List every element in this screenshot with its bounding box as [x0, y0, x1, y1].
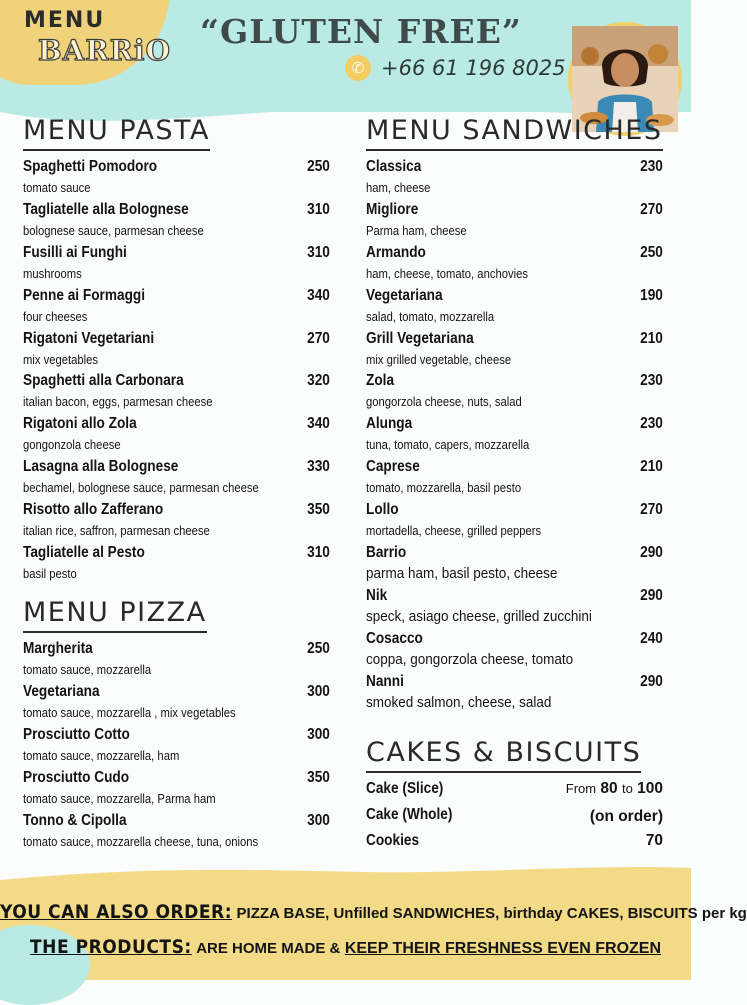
item-price: 250	[307, 158, 330, 175]
item-price: 300	[307, 725, 330, 743]
menu-item	[366, 372, 663, 415]
menu-item	[23, 544, 330, 587]
item-name: Prosciutto Cotto	[23, 725, 130, 743]
item-name: Migliore	[366, 200, 419, 218]
item-price: 290	[640, 544, 663, 562]
item-name: Tonno & Cipolla	[23, 811, 127, 829]
menu-item	[366, 415, 663, 458]
item-description: parma ham, basil pesto, cheese	[366, 565, 558, 583]
item-price: 340	[307, 286, 330, 304]
item-description: smoked salmon, cheese, salad	[366, 693, 552, 711]
item-price: 350	[307, 768, 330, 786]
item-name: Cake (Whole)	[366, 806, 453, 823]
item-description: mix vegetables	[23, 352, 99, 367]
item-name: Fusilli ai Funghi	[23, 243, 127, 261]
item-description: mushrooms	[23, 266, 82, 281]
item-description: tomato sauce, mozzarella, ham	[23, 748, 180, 763]
item-description: Parma ham, cheese	[366, 223, 467, 238]
cakes-section-title: CAKES & BISCUITS	[366, 737, 641, 773]
item-price: 290	[640, 672, 663, 690]
menu-item	[366, 780, 663, 806]
cakes-list	[366, 780, 663, 858]
menu-item	[23, 372, 330, 415]
item-name: Grill Vegetariana	[366, 329, 474, 347]
item-name: Alunga	[366, 415, 413, 433]
menu-item	[23, 501, 330, 544]
pasta-list	[23, 158, 330, 587]
item-description: tomato sauce	[23, 181, 91, 195]
item-price: 250	[307, 640, 330, 657]
item-name: Cosacco	[366, 629, 423, 647]
item-description: tomato, mozzarella, basil pesto	[366, 481, 522, 496]
menu-item	[366, 458, 663, 501]
item-description: italian rice, saffron, parmesan cheese	[23, 524, 210, 539]
item-price: (on order)	[589, 808, 663, 825]
item-price: 230	[640, 415, 663, 433]
phone-icon: ✆	[345, 55, 371, 81]
menu-item	[366, 330, 663, 373]
menu-item	[366, 587, 663, 630]
menu-item	[23, 158, 330, 201]
item-price: 230	[640, 158, 663, 175]
menu-item	[23, 726, 330, 769]
item-price: From 80 to 100	[565, 780, 663, 797]
order-text: PIZZA BASE, Unfilled SANDWICHES, birthday CAKES, BISCUITS per kg	[236, 905, 747, 922]
item-price: 70	[645, 832, 663, 849]
menu-item	[366, 201, 663, 244]
phone-number[interactable]: +66 61 196 8025	[381, 56, 566, 80]
menu-item	[366, 806, 663, 832]
item-description: tomato sauce, mozzarella	[23, 663, 152, 677]
menu-item	[23, 683, 330, 726]
item-description: basil pesto	[23, 567, 77, 582]
item-description: salad, tomato, mozzarella	[366, 309, 495, 324]
menu-item	[23, 640, 330, 683]
menu-item	[366, 244, 663, 287]
menu-item	[366, 544, 663, 587]
item-name: Tagliatelle al Pesto	[23, 544, 145, 562]
item-description: gongorzola cheese, nuts, salad	[366, 395, 522, 410]
item-price: 240	[640, 629, 663, 647]
menu-item	[23, 769, 330, 812]
logo-menu-text: MENU	[24, 8, 106, 33]
sandwiches-list	[366, 158, 663, 716]
item-price: 210	[640, 329, 663, 347]
pizza-section-title: MENU PIZZA	[23, 597, 207, 633]
item-name: Armando	[366, 243, 426, 261]
item-name: Rigatoni Vegetariani	[23, 329, 155, 347]
logo-barrio-text: BARRiO	[38, 34, 171, 67]
item-price: 350	[307, 501, 330, 519]
item-name: Vegetariana	[23, 682, 100, 700]
item-description: mortadella, cheese, grilled peppers	[366, 524, 542, 539]
item-name: Spaghetti alla Carbonara	[23, 372, 184, 390]
item-name: Risotto allo Zafferano	[23, 501, 164, 519]
item-name: Penne ai Formaggi	[23, 286, 146, 304]
item-name: Nik	[366, 586, 388, 604]
products-note	[0, 936, 691, 958]
menu-item	[23, 287, 330, 330]
order-note	[0, 901, 747, 923]
menu-item	[23, 458, 330, 501]
item-name: Tagliatelle alla Bolognese	[23, 200, 189, 218]
item-name: Lollo	[366, 501, 399, 519]
item-price: 330	[307, 458, 330, 476]
products-highlight: KEEP THEIR FRESHNESS EVEN FROZEN	[344, 940, 662, 957]
item-description: coppa, gongorzola cheese, tomato	[366, 650, 574, 668]
menu-item	[366, 287, 663, 330]
item-price: 210	[640, 458, 663, 476]
item-name: Lasagna alla Bolognese	[23, 458, 179, 476]
item-price: 310	[307, 200, 330, 218]
item-description: bechamel, bolognese sauce, parmesan cheese	[23, 481, 259, 496]
item-description: four cheeses	[23, 309, 88, 324]
item-price: 230	[640, 372, 663, 390]
item-price: 320	[307, 372, 330, 390]
item-description: speck, asiago cheese, grilled zucchini	[366, 607, 592, 625]
products-label: THE PRODUCTS:	[29, 936, 192, 958]
item-description: tomato sauce, mozzarella cheese, tuna, onions	[23, 834, 259, 849]
order-label: YOU CAN ALSO ORDER:	[0, 901, 233, 923]
menu-item	[23, 812, 330, 855]
item-description: tomato sauce, mozzarella, Parma ham	[23, 791, 216, 806]
item-description: ham, cheese	[366, 181, 431, 195]
item-price: 300	[307, 811, 330, 829]
pizza-list	[23, 640, 330, 854]
item-price: 310	[307, 243, 330, 261]
menu-item	[23, 201, 330, 244]
menu-item	[366, 630, 663, 673]
item-name: Margherita	[23, 640, 93, 657]
item-name: Vegetariana	[366, 286, 443, 304]
item-description: gongonzola cheese	[23, 438, 121, 453]
menu-item	[23, 244, 330, 287]
item-name: Nanni	[366, 672, 404, 690]
phone-contact[interactable]	[345, 55, 566, 81]
item-price: 270	[640, 200, 663, 218]
item-price: 300	[307, 682, 330, 700]
item-price: 190	[640, 286, 663, 304]
menu-item	[366, 158, 663, 201]
item-description: ham, cheese, tomato, anchovies	[366, 266, 528, 281]
item-price: 270	[640, 501, 663, 519]
item-description: italian bacon, eggs, parmesan cheese	[23, 395, 213, 410]
item-price: 340	[307, 415, 330, 433]
item-price: 290	[640, 586, 663, 604]
item-description: tuna, tomato, capers, mozzarella	[366, 438, 530, 453]
menu-item	[23, 330, 330, 373]
pasta-section-title: MENU PASTA	[23, 115, 210, 151]
products-text: ARE HOME MADE &	[196, 940, 341, 957]
item-name: Rigatoni allo Zola	[23, 415, 137, 433]
item-price: 310	[307, 544, 330, 562]
item-name: Spaghetti Pomodoro	[23, 158, 158, 175]
item-description: bolognese sauce, parmesan cheese	[23, 223, 204, 238]
menu-item	[366, 832, 663, 858]
item-name: Cake (Slice)	[366, 780, 444, 797]
item-name: Prosciutto Cudo	[23, 768, 130, 786]
item-name: Cookies	[366, 832, 420, 849]
item-price: 250	[640, 243, 663, 261]
menu-item	[366, 673, 663, 716]
headline: “GLUTEN FREE”	[200, 12, 522, 51]
footer-band	[0, 880, 691, 980]
item-name: Zola	[366, 372, 395, 390]
item-description: tomato sauce, mozzarella , mix vegetables	[23, 705, 236, 720]
item-name: Caprese	[366, 458, 420, 476]
item-price: 270	[307, 329, 330, 347]
item-name: Classica	[366, 158, 422, 175]
sandwiches-section-title: MENU SANDWICHES	[366, 115, 663, 151]
menu-item	[23, 415, 330, 458]
item-description: mix grilled vegetable, cheese	[366, 352, 512, 367]
item-name: Barrio	[366, 544, 407, 562]
menu-item	[366, 501, 663, 544]
